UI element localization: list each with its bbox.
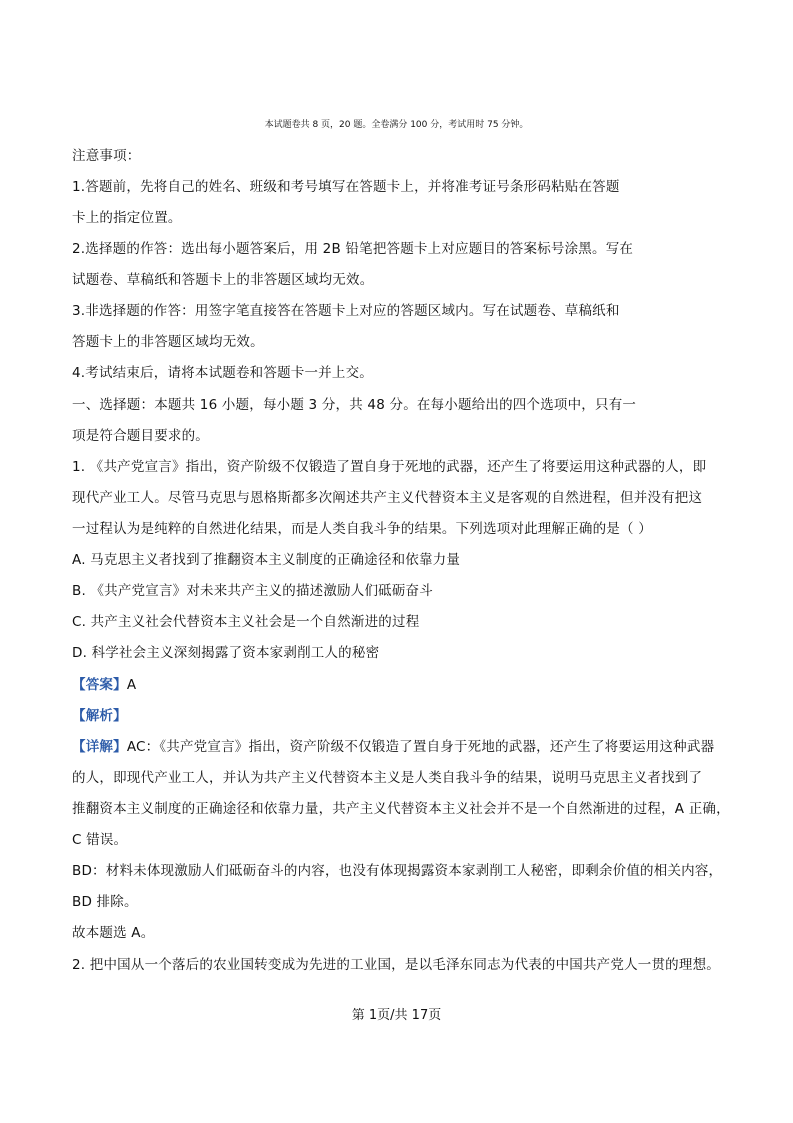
- option-a: A. 马克思主义者找到了推翻资本主义制度的正确途径和依靠力量: [72, 552, 461, 568]
- question1-stem: 一过程认为是纯粹的自然进化结果，而是人类自我斗争的结果。下列选项对此理解正确的是（ ）: [72, 521, 652, 537]
- analysis-row: [72, 707, 127, 725]
- detail-line: BD 排除。: [72, 894, 138, 910]
- notice-title: 注意事项：: [72, 148, 141, 164]
- detail-line: 的人，即现代产业工人，并认为共产主义代替资本主义是人类自我斗争的结果，说明马克思主义者找到了: [72, 770, 703, 786]
- detail-line: 推翻资本主义制度的正确途径和依靠力量，共产主义代替资本主义社会并不是一个自然渐进的过程，A 正确，: [72, 801, 730, 817]
- option-b: B. 《共产党宣言》对未来共产主义的描述激励人们砥砺奋斗: [72, 583, 433, 599]
- notice-line: 答题卡上的非答题区域均无效。: [72, 334, 264, 350]
- answer-value: A: [126, 677, 137, 693]
- analysis-label: 【解析】: [72, 708, 127, 724]
- detail-row: [72, 738, 714, 756]
- section-heading: 项是符合题目要求的。: [72, 428, 209, 444]
- notice-line: 试题卷、草稿纸和答题卡上的非答题区域均无效。: [72, 272, 374, 288]
- detail-line: BD：材料未体现激励人们砥砺奋斗的内容，也没有体现揭露资本家剥削工人秘密，即剩余价值的相关内容，: [72, 863, 723, 879]
- notice-line: 卡上的指定位置。: [72, 210, 182, 226]
- notice-line: 2.选择题的作答：选出每小题答案后，用 2B 铅笔把答题卡上对应题目的答案标号涂黑。写在: [72, 241, 634, 257]
- detail-line: 故本题选 A。: [72, 925, 155, 941]
- detail-line: C 错误。: [72, 832, 128, 848]
- notice-line: 4.考试结束后，请将本试题卷和答题卡一并上交。: [72, 365, 373, 381]
- question1-stem: 现代产业工人。尽管马克思与恩格斯都多次阐述共产主义代替资本主义是客观的自然进程，但并没有把这: [72, 490, 703, 506]
- question1-stem: 1. 《共产党宣言》指出，资产阶级不仅锻造了置自身于死地的武器，还产生了将要运用这种武器的人，即: [72, 459, 707, 475]
- option-c: C. 共产主义社会代替资本主义社会是一个自然渐进的过程: [72, 614, 420, 630]
- question2-stem: 2. 把中国从一个落后的农业国转变成为先进的工业国，是以毛泽东同志为代表的中国共产党人一贯的理想。: [72, 957, 720, 973]
- answer-row: [72, 676, 136, 694]
- notice-line: 1.答题前，先将自己的姓名、班级和考号填写在答题卡上，并将准考证号条形码粘贴在答题: [72, 179, 620, 195]
- notice-line: 3.非选择题的作答：用签字笔直接答在答题卡上对应的答题区域内。写在试题卷、草稿纸和: [72, 303, 620, 319]
- exam-info: 本试题卷共 8 页，20 题。全卷满分 100 分，考试用时 75 分钟。: [264, 120, 529, 130]
- section-heading: 一、选择题：本题共 16 小题，每小题 3 分，共 48 分。在每小题给出的四个选项中，只有一: [72, 397, 637, 413]
- page-number: 第 1页/共 17页: [351, 1008, 442, 1023]
- detail-label: 【详解】: [72, 739, 127, 755]
- option-d: D. 科学社会主义深刻揭露了资本家剥削工人的秘密: [72, 645, 380, 661]
- answer-label: 【答案】: [72, 677, 127, 693]
- detail-text: AC：《共产党宣言》指出，资产阶级不仅锻造了置自身于死地的武器，还产生了将要运用这种武器: [126, 739, 715, 755]
